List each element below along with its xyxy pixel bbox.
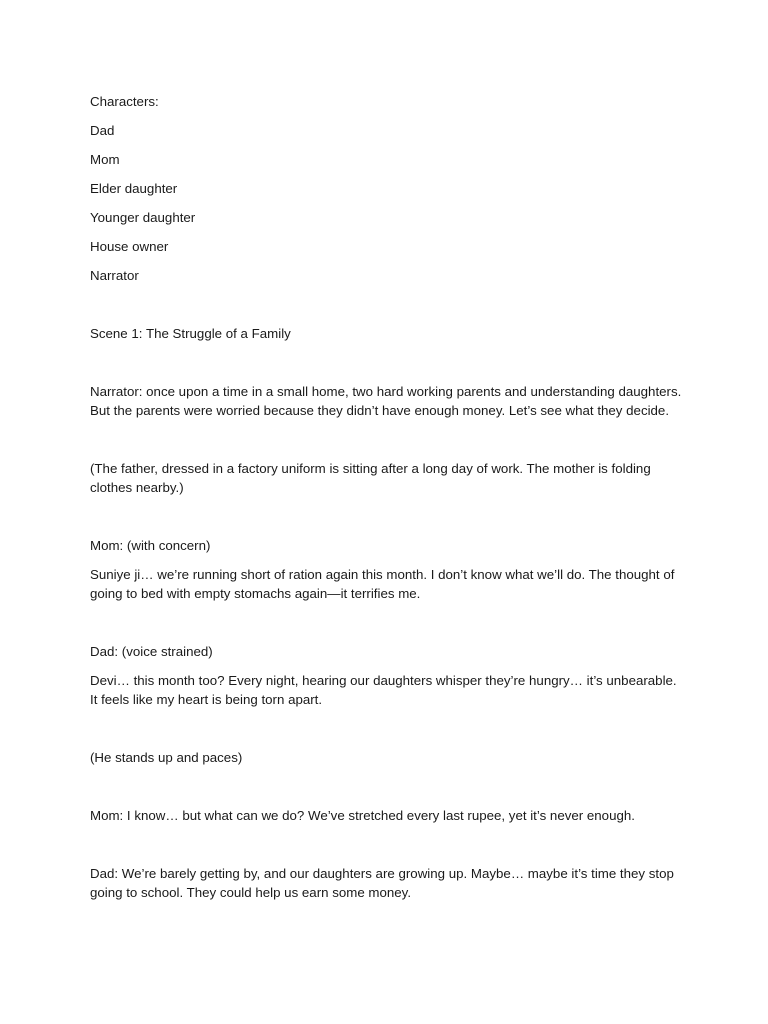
dialogue-paragraph: Mom: I know… but what can we do? We’ve stretched every last rupee, yet it’s never enough. — [90, 808, 635, 823]
character-item: House owner — [90, 239, 169, 254]
dialogue-paragraph: Suniye ji… we’re running short of ration again this month. I don’t know what we’ll do. The thought of going to bed with empty stomachs again—it terrifies me. — [90, 567, 675, 601]
stage-direction: (The father, dressed in a factory uniform is sitting after a long day of work. The mother is folding clothes nearby.) — [90, 461, 651, 495]
speaker-line: Mom: (with concern) — [90, 538, 211, 553]
character-item: Elder daughter — [90, 181, 178, 196]
character-item: Narrator — [90, 268, 139, 283]
scene-title: Scene 1: The Struggle of a Family — [90, 326, 291, 341]
character-item: Mom — [90, 152, 120, 167]
document-body — [90, 92, 682, 902]
character-item: Younger daughter — [90, 210, 196, 225]
narration-paragraph: Narrator: once upon a time in a small home, two hard working parents and understanding daughters. But the parents were worried because they didn’t have enough money. Let’s see what they decide. — [90, 384, 682, 418]
characters-heading: Characters: — [90, 94, 159, 109]
character-item: Dad — [90, 123, 115, 138]
speaker-line: Dad: (voice strained) — [90, 644, 213, 659]
dialogue-paragraph: Dad: We’re barely getting by, and our daughters are growing up. Maybe… maybe it’s time they stop going to school. They could help us earn some money. — [90, 866, 674, 900]
dialogue-paragraph: Devi… this month too? Every night, hearing our daughters whisper they’re hungry… it’s unbearable. It feels like my heart is being torn apart. — [90, 673, 677, 707]
stage-direction: (He stands up and paces) — [90, 750, 243, 765]
